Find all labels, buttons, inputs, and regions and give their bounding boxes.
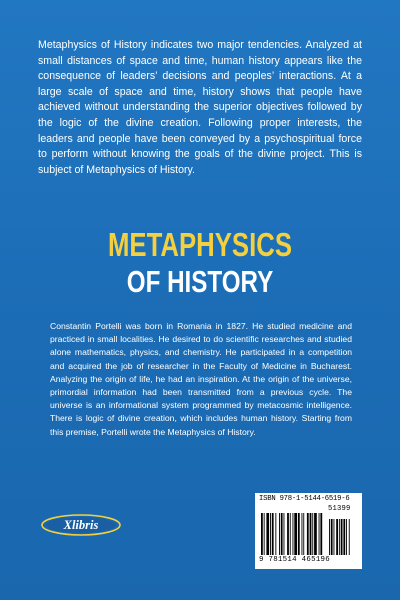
barcode-bar (279, 513, 280, 555)
barcode-addon-bar (334, 519, 335, 555)
barcode-addon-bar (331, 519, 333, 555)
barcode-bar (261, 513, 263, 555)
barcode-digits: 9 781514 465196 (259, 556, 331, 564)
barcode-bar (303, 513, 304, 555)
barcode-bar (298, 513, 300, 555)
xlibris-logo-icon (40, 513, 122, 537)
publisher-logo (40, 514, 122, 536)
barcode-addon-bar (346, 519, 347, 555)
barcode-bar (307, 513, 309, 555)
book-blurb: Metaphysics of History indicates two major tendencies. Analyzed at small distances of space and time, human history appears like the consequence of leaders’ decisions and peoples’ interactions. At a large scale of space and time, history shows that people have achieved without understanding the superior objectives followed by the logic of the divine creation. Following proper interests, the leaders and people have been conveyed by a psychospiritual force to perform without knowing the goals of the divine project. This is subject of Metaphysics of History. (38, 39, 362, 176)
barcode-bar (264, 513, 265, 555)
barcode-bar (275, 513, 276, 555)
barcode-addon-bar (341, 519, 343, 555)
barcode-bar (270, 513, 271, 555)
barcode-bar (314, 513, 317, 555)
barcode-bar (310, 513, 312, 555)
barcode-bar (319, 513, 320, 555)
isbn-label: ISBN 978-1-5144-6519-6 (259, 495, 350, 503)
barcode-bar (281, 513, 283, 555)
title-line-2: OF HISTORY (126, 264, 274, 299)
author-bio: Constantin Portelli was born in Romania in 1827. He studied medicine and practiced in small localities. He desired to do scientific researches and studied alone mathematics, physics, and chemistry. He participated in a competition and acquired the job of researcher in the Faculty of Medicine in Bucharest. Analyzing the origin of life, he had an inspiration. At the origin of the universe, primordial information had been transmitted from a previous cycle. The universe is an informational system programmed by metacosmic intelligence. There is logic of divine creation, which includes human history. Starting from this premise, Portelli wrote the Metaphysics of History. (50, 321, 352, 437)
barcode-addon: 51399 (328, 505, 351, 513)
barcode-bar (272, 513, 274, 555)
barcode-bar (284, 513, 285, 555)
barcode-addon-bar (339, 519, 340, 555)
barcode-bar (266, 513, 269, 555)
barcode-bar (287, 513, 289, 555)
barcode-bar (302, 513, 303, 555)
barcode-bar (294, 513, 297, 555)
title-line-1: METAPHYSICS (107, 226, 293, 263)
barcode-bar (312, 513, 313, 555)
barcode-bar (293, 513, 294, 555)
barcode-addon-bar (343, 519, 345, 555)
barcode-addon-bar (336, 519, 338, 555)
barcode-addon-bar (329, 519, 330, 555)
barcode-bar (320, 513, 322, 555)
barcode-addon-bar (349, 519, 350, 555)
publisher-logo-text: Xlibris (63, 518, 99, 532)
barcode-bars (259, 505, 359, 557)
isbn-barcode (255, 493, 362, 569)
barcode-bar (290, 513, 291, 555)
